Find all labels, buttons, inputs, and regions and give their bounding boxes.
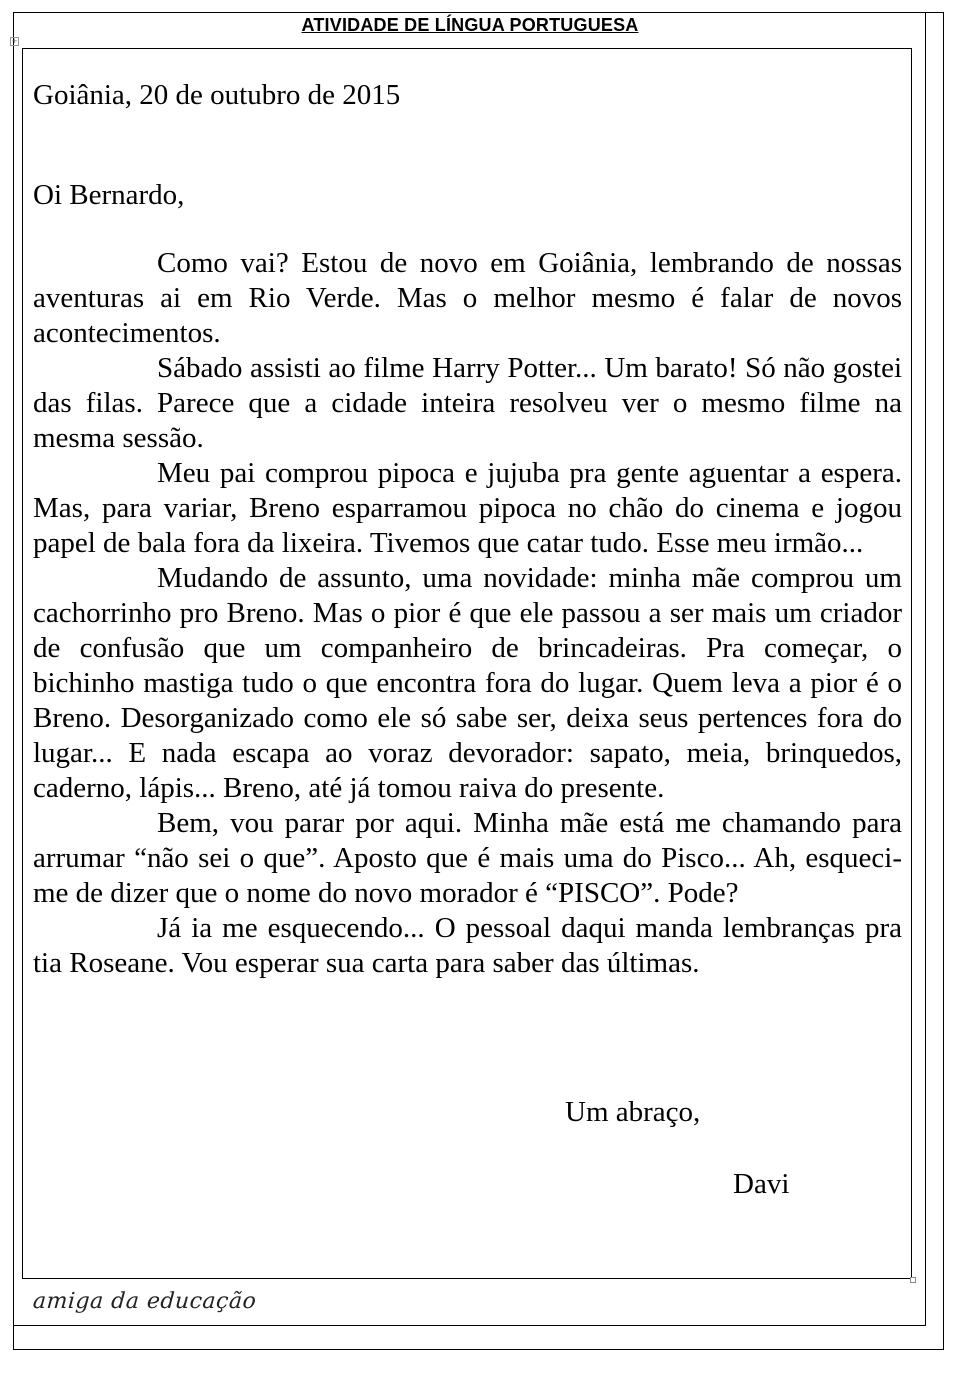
letter-signature: Davi <box>733 1168 790 1200</box>
letter-closing: Um abraço, <box>565 1096 701 1128</box>
letter-paragraph: Sábado assisti ao filme Harry Potter... Um barato! Só não gostei das filas. Parece que a cidade inteira resolveu ver o mesmo filme na mesma sessão. <box>33 352 902 454</box>
resize-handle-icon[interactable] <box>910 1277 916 1283</box>
letter-paragraph: Mudando de assunto, uma novidade: minha mãe comprou um cachorrinho pro Breno. Mas o pior é que ele passou a ser mais um criador de confusão que um companheiro de brincadeiras. Pra começar, o bichinho mastiga tudo o que encontra fora do lugar. Quem leva a pior é o Breno. Desorganizado como ele só sabe ser, deixa seus pertences fora do lugar... E nada escapa ao voraz devorador: sapato, meia, brinquedos, caderno, lápis... Breno, até já tomou raiva do presente. <box>33 562 902 804</box>
letter-date: Goiânia, 20 de outubro de 2015 <box>33 79 401 111</box>
move-handle-icon[interactable]: + <box>11 37 18 45</box>
page-title: ATIVIDADE DE LÍNGUA PORTUGUESA <box>301 15 639 35</box>
letter-paragraph: Bem, vou parar por aqui. Minha mãe está me chamando para arrumar “não sei o que”. Aposto que é mais uma do Pisco... Ah, esqueci-me de dizer que o nome do novo morador é “PISCO”. Pode? <box>33 807 902 909</box>
brand-watermark: amiga da educação <box>32 1289 258 1314</box>
letter-paragraph: Já ia me esquecendo... O pessoal daqui manda lembranças pra tia Roseane. Vou esperar sua carta para saber das últimas. <box>33 912 902 979</box>
letter-paragraph: Meu pai comprou pipoca e jujuba pra gente aguentar a espera. Mas, para variar, Breno esparramou pipoca no chão do cinema e jogou papel de bala fora da lixeira. Tivemos que catar tudo. Esse meu irmão... <box>33 457 902 559</box>
letter-greeting: Oi Bernardo, <box>33 179 185 211</box>
letter-paragraph: Como vai? Estou de novo em Goiânia, lembrando de nossas aventuras ai em Rio Verde. Mas o melhor mesmo é falar de novos acontecimentos. <box>33 247 902 349</box>
letter-body <box>33 78 902 981</box>
